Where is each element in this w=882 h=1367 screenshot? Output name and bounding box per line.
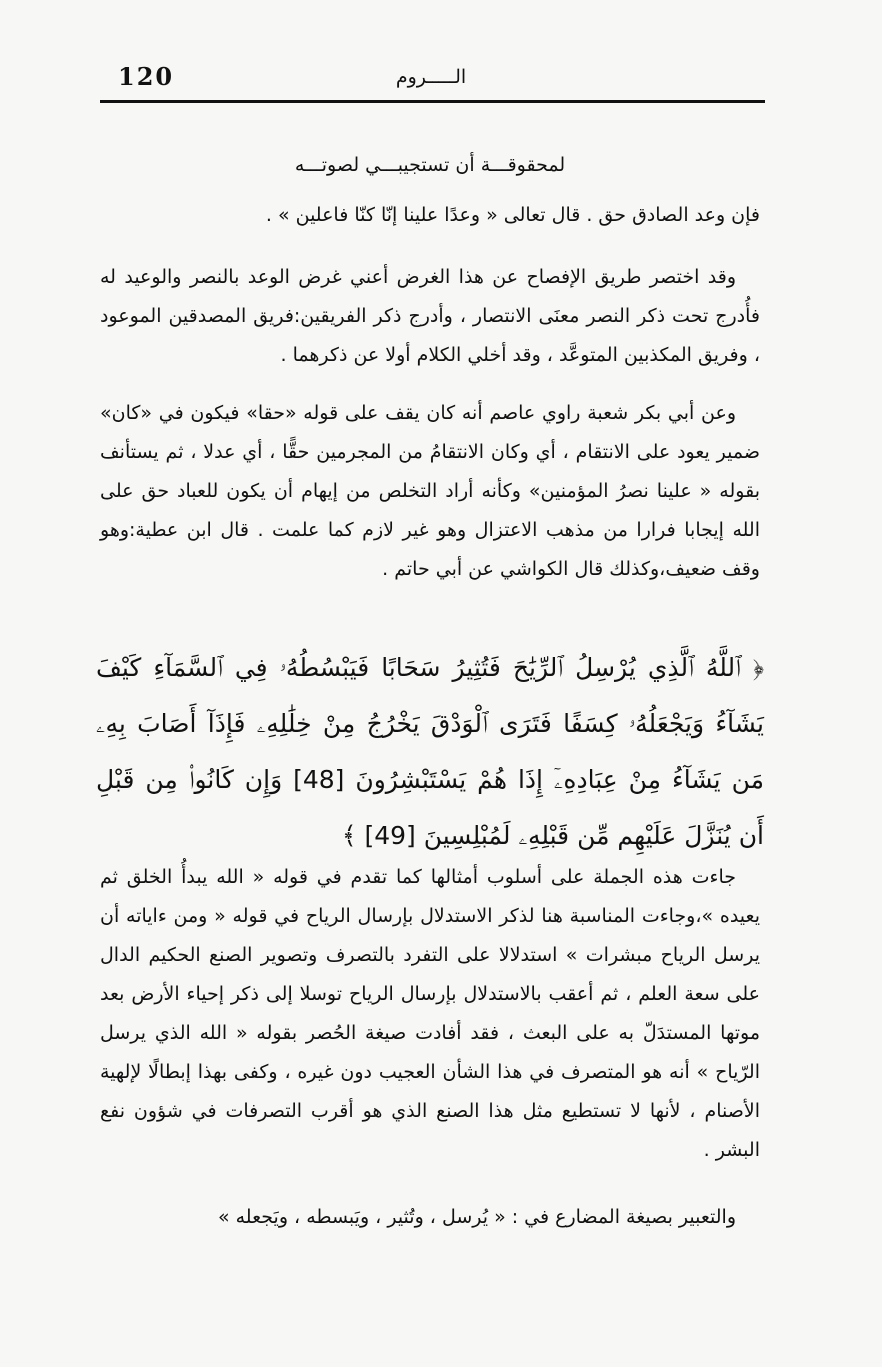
poem-verse-line: لمحقوقـــة أن تستجيبـــي لصوتـــه (294, 154, 566, 176)
paragraph-5: والتعبير بصيغة المضارع في : « يُرسل ، وتُثير ، ويَبسطه ، ويَجعله » (217, 1206, 736, 1228)
header-rule (100, 100, 765, 103)
paragraph-3: وعن أبي بكر شعبة راوي عاصم أنه كان يقف على قوله «حقا» فيكون في «كان» ضمير يعود على الانتقام ، أي وكان الانتقامُ من المجرمين حقًّا ، أي عدلا ، ثم يستأنف بقوله « علينا نصرُ المؤمنين» وكأنه أراد التخلص من إيهام أن يكون للعباد حق على الله إيجابا فرارا من مذهب الاعتزال وهو غير لازم كما علمت . قال ابن عطية:وهو وقف ضعيف،وكذلك قال الكواشي عن أبي حاتم . (100, 402, 760, 580)
running-title: الـــــروم (395, 66, 467, 88)
paragraph-2: وقد اختصر طريق الإفصاح عن هذا الغرض أعني غرض الوعد بالنصر والوعيد له فأُدرج تحت ذكر النصر معنَى الانتصار ، وأدرج ذكر الفريقين:فريق المصدقين الموعود ، وفريق المكذبين المتوعَّد ، وقد أخلي الكلام أولا عن ذكرهما . (100, 266, 760, 366)
page-number: 120 (118, 62, 175, 91)
paragraph-4: جاءت هذه الجملة على أسلوب أمثالها كما تقدم في قوله « الله يبدأُ الخلق ثم يعيده »،وجاءت المناسبة هنا لذكر الاستدلال بإرسال الرياح في قوله « ومن ءاياته أن يرسل الرياح مبشرات » استدلالا على التفرد بالتصرف وتصوير الصنع الحكيم الدال على سعة العلم ، ثم أعقب بالاستدلال بإرسال الرياح توسلا إلى ذكر إحياء الأرض بعد موتها المستدَلّ به على البعث ، فقد أفادت صيغة الحُصر بقوله « الله الذي يرسل الرّياح » أنه هو المتصرف في هذا الشأن العجيب دون غيره ، وكفى بهذا إبطالًا لإلهية الأصنام ، لأنها لا تستطيع مثل هذا الصنع الذي هو أقرب التصرفات في شؤون نفع البشر . (100, 866, 760, 1161)
quran-verse-block: ﴿ ٱللَّهُ ٱلَّذِي يُرْسِلُ ٱلرِّيَٰحَ فَتُثِيرُ سَحَابًا فَيَبْسُطُهُۥ فِي ٱلسَّمَآءِ كَيْفَ يَشَآءُ وَيَجْعَلُهُۥ كِسَفًا فَتَرَى ٱلْوَدْقَ يَخْرُجُ مِنْ خِلَٰلِهِۦ فَإِذَآ أَصَابَ بِهِۦ مَن يَشَآءُ مِنْ عِبَادِهِۦٓ إِذَا هُمْ يَسْتَبْشِرُونَ [48] وَإِن كَانُوا۟ مِن قَبْلِ أَن يُنَزَّلَ عَلَيْهِم مِّن قَبْلِهِۦ لَمُبْلِسِينَ [49] ﴾ (96, 653, 765, 850)
page-header (100, 62, 762, 96)
paragraph-1: فإن وعد الصادق حق . قال تعالى « وعدًا علينا إنّا كنّا فاعلين » . (265, 204, 760, 226)
